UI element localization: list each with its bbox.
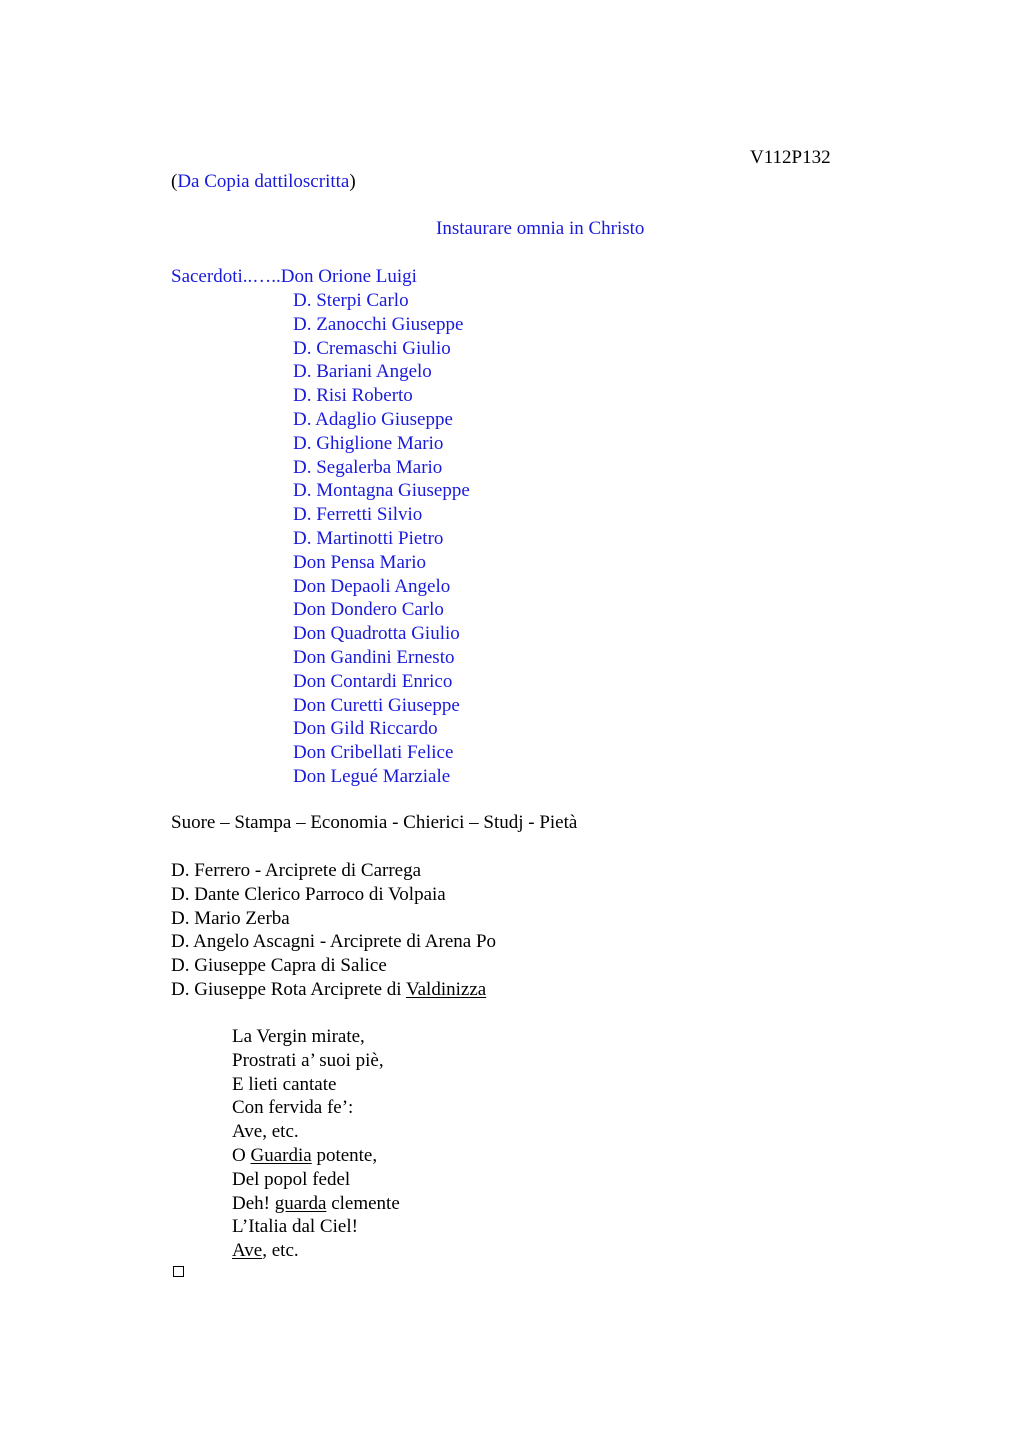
priest-item: D. Bariani Angelo xyxy=(293,361,432,383)
hymn-line: E lieti cantate xyxy=(232,1073,337,1095)
hymn-line: Con fervida fe’: xyxy=(232,1097,354,1119)
priest-item: D. Sterpi Carlo xyxy=(293,290,409,311)
source-text: Da Copia dattiloscritta xyxy=(177,171,350,192)
priest-item: D. Ghiglione Mario xyxy=(293,432,444,454)
priest-item: D. Cremaschi Giulio xyxy=(293,337,451,359)
hymn-line-6-underlined: Guardia xyxy=(250,1144,312,1166)
parish-priest-last-place: Valdinizza xyxy=(406,978,487,1000)
hymn-line: L’Italia dal Ciel! xyxy=(232,1216,358,1238)
priest-item: D. Risi Roberto xyxy=(293,385,413,407)
hymn-line: La Vergin mirate, xyxy=(232,1026,365,1047)
source-close-paren: ) xyxy=(349,171,356,192)
hymn-line: Ave, etc. xyxy=(232,1121,299,1143)
parish-priest-last-prefix: D. Giuseppe Rota Arciprete di xyxy=(171,978,406,1000)
hymn-line: Prostrati a’ suoi piè, xyxy=(232,1049,384,1071)
parish-priests-list xyxy=(171,859,496,1002)
hymn-line-6-post: potente, xyxy=(311,1144,378,1166)
priests-heading: Sacerdoti..….. xyxy=(171,266,281,287)
topics-line: Suore – Stampa – Economia - Chierici – Studj - Pietà xyxy=(171,812,578,833)
priest-item: D. Ferretti Silvio xyxy=(293,504,423,526)
priests-heading-line xyxy=(171,265,417,289)
hymn-line: Del popol fedel xyxy=(232,1168,351,1190)
priest-item: Don Depaoli Angelo xyxy=(293,575,451,597)
document-reference: V112P132 xyxy=(750,147,831,168)
hymn-line xyxy=(232,1144,400,1168)
hymn-line-8-underlined: guarda xyxy=(274,1192,327,1214)
priest-first: Don Orione Luigi xyxy=(280,266,417,287)
priests-list xyxy=(293,289,470,789)
source-open-paren: ( xyxy=(171,171,178,192)
hymn-line-10-underlined: Ave xyxy=(232,1240,263,1262)
hymn-line xyxy=(232,1239,400,1263)
priest-item: D. Segalerba Mario xyxy=(293,456,443,478)
priest-item: D. Montagna Giuseppe xyxy=(293,480,470,502)
priest-item: Don Gandini Ernesto xyxy=(293,646,455,668)
source-note xyxy=(171,170,356,194)
checkbox-square-icon xyxy=(173,1266,184,1277)
hymn-verse xyxy=(232,1025,400,1263)
parish-priest-item: D. Angelo Ascagni - Arciprete di Arena Po xyxy=(171,931,497,953)
hymn-line-6-pre: O xyxy=(232,1144,251,1166)
priest-item: Don Legué Marziale xyxy=(293,765,451,787)
hymn-line-10-post: , etc. xyxy=(262,1240,299,1262)
hymn-line xyxy=(232,1192,400,1216)
priest-item: D. Martinotti Pietro xyxy=(293,527,444,549)
parish-priest-item: D. Giuseppe Capra di Salice xyxy=(171,955,387,977)
hymn-line-8-post: clemente xyxy=(326,1192,400,1214)
motto-title: Instaurare omnia in Christo xyxy=(436,218,645,239)
priest-item: D. Zanocchi Giuseppe xyxy=(293,313,464,335)
priest-item: Don Pensa Mario xyxy=(293,551,426,573)
parish-priest-item-last xyxy=(171,978,496,1002)
hymn-line-8-pre: Deh! xyxy=(232,1192,275,1214)
parish-priest-item: D. Dante Clerico Parroco di Volpaia xyxy=(171,883,446,905)
priest-item: Don Cribellati Felice xyxy=(293,742,454,764)
priest-item: Don Curetti Giuseppe xyxy=(293,694,460,716)
priest-item: Don Dondero Carlo xyxy=(293,599,444,621)
priest-item: Don Gild Riccardo xyxy=(293,718,438,740)
parish-priest-item: D. Ferrero - Arciprete di Carrega xyxy=(171,860,422,881)
parish-priest-item: D. Mario Zerba xyxy=(171,907,290,929)
priest-item: Don Quadrotta Giulio xyxy=(293,623,460,645)
priest-item: Don Contardi Enrico xyxy=(293,670,453,692)
priest-item: D. Adaglio Giuseppe xyxy=(293,408,453,430)
